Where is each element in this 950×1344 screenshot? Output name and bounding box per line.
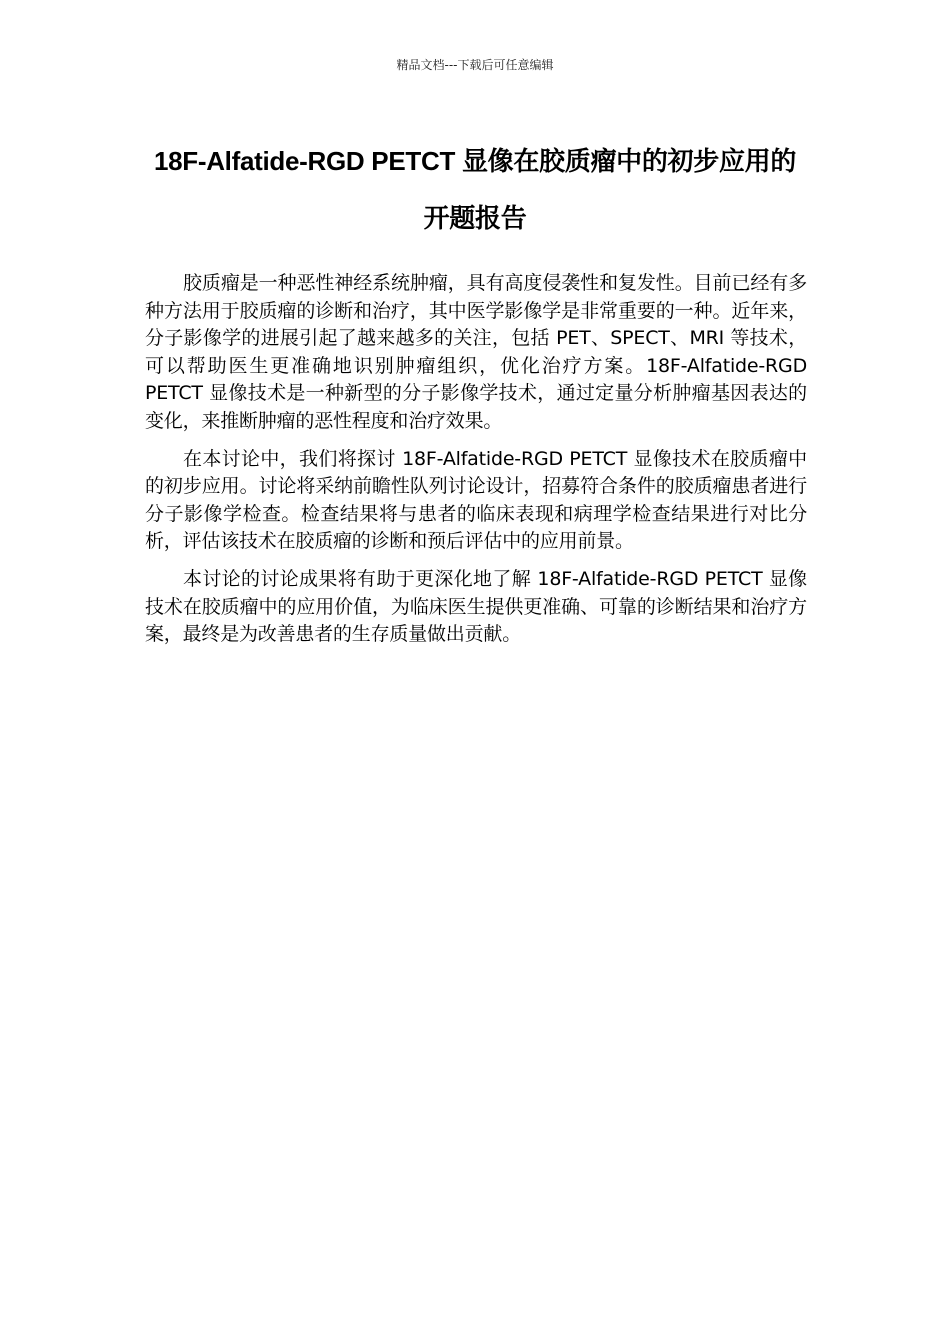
- header-note: 精品文档---下载后可任意编辑: [396, 58, 554, 72]
- paragraph-3: 本讨论的讨论成果将有助于更深化地了解 18F-Alfatide-RGD PETCT 显像技术在胶质瘤中的应用价值，为临床医生提供更准确、可靠的诊断结果和治疗方案，最终是为改善患者的生存质量做出贡献。: [145, 567, 807, 646]
- document-title: 18F-Alfatide-RGD PETCT 显像在胶质瘤中的初步应用的开题报告: [153, 146, 797, 233]
- paragraph-1: 胶质瘤是一种恶性神经系统肿瘤，具有高度侵袭性和复发性。目前已经有多种方法用于胶质瘤的诊断和治疗，其中医学影像学是非常重要的一种。近年来，分子影像学的进展引起了越来越多的关注，包括 PET、SPECT、MRI 等技术，可以帮助医生更准确地识别肿瘤组织，优化治疗方案。18F-Alfatide-RGD PETCT 显像技术是一种新型的分子影像学技术，通过定量分析肿瘤基因表达的变化，来推断肿瘤的恶性程度和治疗效果。: [145, 272, 807, 432]
- paragraph-2: 在本讨论中，我们将探讨 18F-Alfatide-RGD PETCT 显像技术在胶质瘤中的初步应用。讨论将采纳前瞻性队列讨论设计，招募符合条件的胶质瘤患者进行分子影像学检查。检查结果将与患者的临床表现和病理学检查结果进行对比分析，评估该技术在胶质瘤的诊断和预后评估中的应用前景。: [145, 447, 807, 553]
- document-body: [145, 270, 807, 659]
